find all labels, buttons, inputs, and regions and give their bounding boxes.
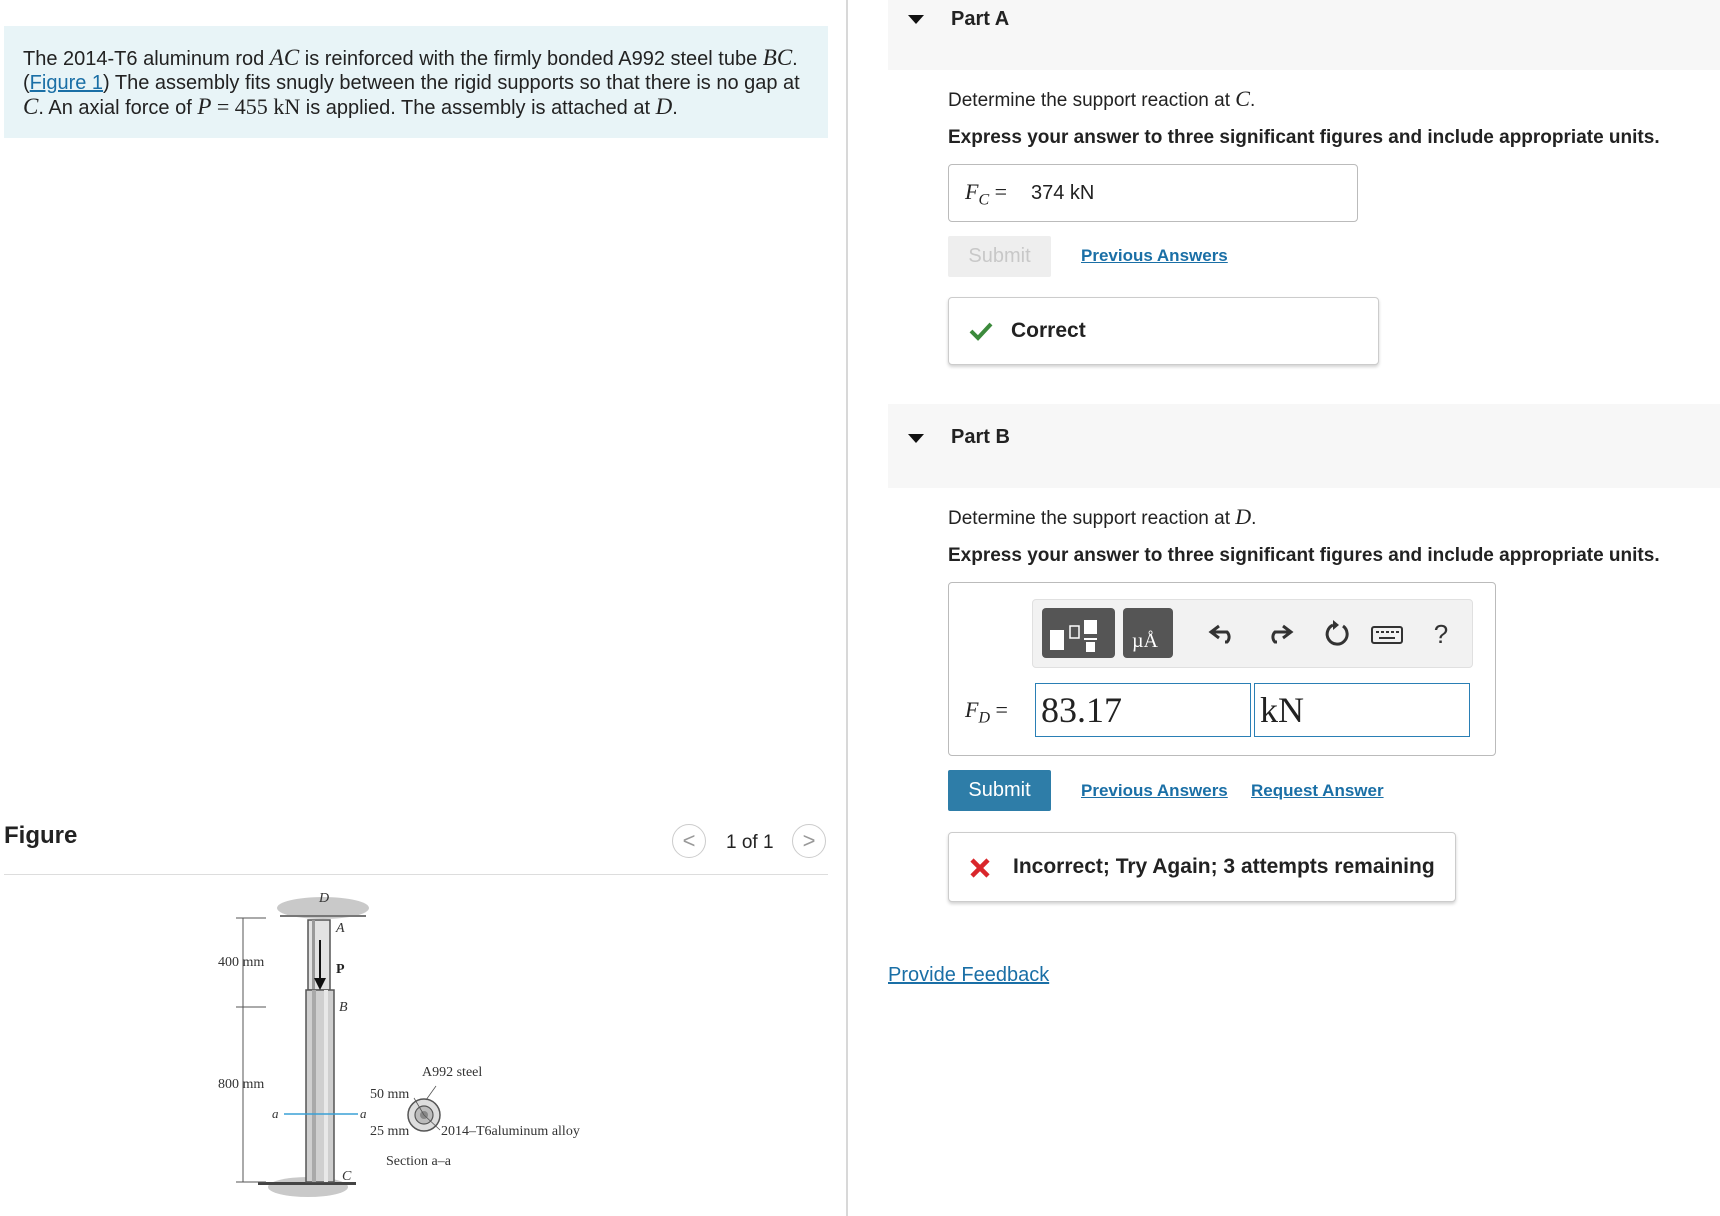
tube-bc-highlight <box>324 990 328 1182</box>
math-d: D <box>655 94 673 119</box>
question-text: . <box>1251 508 1257 529</box>
part-b-header[interactable] <box>888 404 1720 488</box>
part-a-answer-value: 374 kN <box>1031 182 1095 204</box>
part-a-header[interactable] <box>888 0 1720 70</box>
part-b-instruction: Express your answer to three significant figures and include appropriate units. <box>948 545 1660 566</box>
problem-text: is applied. The assembly is attached at <box>300 97 656 119</box>
part-a-instruction: Express your answer to three significant figures and include appropriate units. <box>948 127 1660 148</box>
math-p: P <box>197 94 212 119</box>
templates-button[interactable] <box>1042 608 1115 658</box>
templates-icon <box>1042 608 1115 658</box>
math-eq: = 455 <box>211 94 274 119</box>
reset-icon[interactable] <box>1321 618 1353 650</box>
question-var: C <box>1235 86 1250 111</box>
label-a: A <box>336 921 345 936</box>
part-a-question <box>948 86 1255 112</box>
next-figure-button[interactable]: > <box>792 824 826 858</box>
math-bc: BC <box>762 45 793 70</box>
problem-text: ) The assembly fits snugly between the rigid supports so that there is no gap at <box>103 72 800 94</box>
figure-link[interactable]: Figure 1 <box>29 72 104 94</box>
math-c: C <box>23 94 39 119</box>
math-ac: AC <box>269 45 300 70</box>
prev-figure-button[interactable]: < <box>672 824 706 858</box>
part-a-submit-button[interactable]: Submit <box>948 236 1051 277</box>
question-var: D <box>1235 504 1252 529</box>
redo-icon[interactable] <box>1263 618 1295 650</box>
lhs-var: F <box>965 697 979 722</box>
lhs-eq: = <box>989 179 1008 204</box>
part-a-feedback-text: Correct <box>1011 319 1086 342</box>
math-toolbar <box>1032 599 1473 668</box>
label-p: P <box>336 962 345 977</box>
collapse-caret-icon[interactable] <box>908 434 924 443</box>
part-b-answer-box <box>948 582 1496 756</box>
label-d: D <box>319 891 330 906</box>
question-text: . <box>1249 90 1256 111</box>
part-a-answer-box <box>948 164 1358 222</box>
help-icon[interactable]: ? <box>1433 619 1449 649</box>
request-answer-link[interactable]: Request Answer <box>1251 781 1384 800</box>
part-a-lhs <box>965 179 1007 209</box>
figure-svg <box>200 890 630 1206</box>
lhs-sub: D <box>978 709 991 727</box>
figure-title: Figure <box>4 822 78 849</box>
unit-input[interactable]: kN <box>1254 683 1470 737</box>
label-a-left: a <box>272 1106 279 1121</box>
figure-pager-text: 1 of 1 <box>726 832 774 853</box>
part-b-feedback <box>948 832 1456 902</box>
part-a-label: Part A <box>951 8 1010 30</box>
problem-statement <box>4 26 828 138</box>
x-icon <box>969 857 991 879</box>
undo-icon[interactable] <box>1207 618 1239 650</box>
units-button[interactable] <box>1123 608 1173 658</box>
figure-header <box>4 820 828 875</box>
question-text: Determine the support reaction at <box>948 90 1236 111</box>
label-25mm: 25 mm <box>370 1124 410 1139</box>
part-a-previous-answers-link[interactable]: Previous Answers <box>1081 246 1228 265</box>
problem-text: The 2014-T6 aluminum rod <box>23 48 270 70</box>
part-b-label: Part B <box>951 426 1010 448</box>
label-aluminum: 2014–T6aluminum alloy <box>441 1124 580 1139</box>
label-steel: A992 steel <box>422 1065 483 1080</box>
problem-text: . ( <box>23 48 798 94</box>
part-b-submit-button[interactable]: Submit <box>948 770 1051 811</box>
provide-feedback-link[interactable]: Provide Feedback <box>888 964 1050 986</box>
lhs-var: F <box>965 179 979 204</box>
figure-image <box>200 890 630 1206</box>
column-divider <box>846 0 848 1216</box>
problem-text: . <box>672 97 678 119</box>
top-support-edge <box>280 915 366 917</box>
collapse-caret-icon[interactable] <box>908 15 924 24</box>
lhs-sub: C <box>978 191 990 209</box>
keyboard-icon[interactable] <box>1369 618 1405 650</box>
math-unit: kN <box>273 94 301 119</box>
tube-bc <box>306 990 334 1182</box>
leader-steel <box>426 1086 436 1100</box>
rod-ab-shade <box>312 920 315 990</box>
label-b: B <box>339 1000 348 1015</box>
question-text: Determine the support reaction at <box>948 508 1236 529</box>
units-icon: µÅ <box>1132 630 1158 652</box>
part-b-feedback-text: Incorrect; Try Again; 3 attempts remaining <box>1013 855 1435 878</box>
label-dim-400: 400 mm <box>218 955 265 970</box>
part-a-feedback <box>948 297 1379 365</box>
value-input[interactable]: 83.17 <box>1035 683 1251 737</box>
problem-text: is reinforced with the firmly bonded A992 steel tube <box>299 48 763 70</box>
lhs-eq: = <box>990 697 1008 722</box>
part-b-question <box>948 504 1256 530</box>
label-c: C <box>342 1169 352 1184</box>
label-a-right: a <box>360 1106 367 1121</box>
part-b-previous-answers-link[interactable]: Previous Answers <box>1081 781 1228 800</box>
label-dim-800: 800 mm <box>218 1077 265 1092</box>
part-b-lhs <box>965 697 1008 727</box>
check-icon <box>969 321 993 341</box>
label-50mm: 50 mm <box>370 1087 410 1102</box>
label-section: Section a–a <box>386 1154 451 1169</box>
tube-bc-shade <box>312 990 316 1182</box>
problem-text: . An axial force of <box>38 97 198 119</box>
